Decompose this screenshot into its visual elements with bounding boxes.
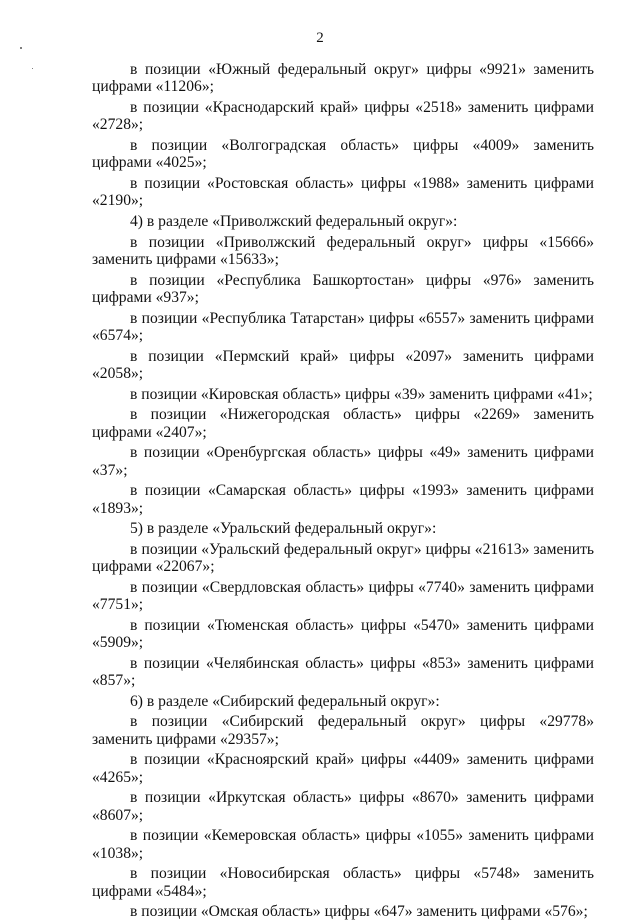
paragraph-kirov: в позиции «Кировская область» цифры «39» заменить цифрами «41»; [130, 385, 593, 403]
scan-speck [20, 47, 22, 49]
section-heading-volga: 4) в разделе «Приволжский федеральный округ»: [130, 213, 458, 230]
paragraph-samara: в позиции «Самарская область» цифры «1993» заменить цифрами «1893»; [92, 482, 594, 517]
paragraph-irkutsk: в позиции «Иркутская область» цифры «8670» заменить цифрами «8607»; [92, 789, 594, 824]
page-number: 2 [316, 30, 324, 46]
paragraph-rostov: в позиции «Ростовская область» цифры «1988» заменить цифрами «2190»; [92, 175, 594, 210]
paragraph-ural-district: в позиции «Уральский федеральный округ» цифры «21613» заменить цифрами «22067»; [92, 540, 594, 576]
paragraph-tatarstan: в позиции «Республика Татарстан» цифры «6557» заменить цифрами «6574»; [92, 309, 594, 344]
paragraph-tyumen: в позиции «Тюменская область» цифры «5470» заменить цифрами «5909»; [92, 616, 594, 652]
scan-speck [32, 68, 33, 69]
paragraph-chelyabinsk: в позиции «Челябинская область» цифры «853» заменить цифрами «857»; [92, 654, 594, 690]
paragraph-krasnodar: в позиции «Краснодарский край» цифры «2518» заменить цифрами «2728»; [92, 99, 594, 134]
paragraph-bashkortostan: в позиции «Республика Башкортостан» цифры «976» заменить цифрами «937»; [92, 271, 594, 306]
section-heading-ural: 5) в разделе «Уральский федеральный округ»: [130, 520, 437, 538]
paragraph-volgograd: в позиции «Волгоградская область» цифры «4009» заменить цифрами «4025»; [92, 137, 594, 172]
paragraph-perm: в позиции «Пермский край» цифры «2097» заменить цифрами «2058»; [92, 347, 594, 382]
document-body [92, 61, 594, 921]
paragraph-volga-district: в позиции «Приволжский федеральный округ» цифры «15666» заменить цифрами «15633»; [92, 233, 594, 268]
section-heading-siberia: 6) в разделе «Сибирский федеральный округ»: [130, 692, 440, 710]
paragraph-nizhny-novgorod: в позиции «Нижегородская область» цифры «2269» заменить цифрами «2407»; [92, 406, 594, 441]
paragraph-krasnoyarsk: в позиции «Красноярский край» цифры «4409» заменить цифрами «4265»; [92, 751, 594, 786]
paragraph-sverdlovsk: в позиции «Свердловская область» цифры «7740» заменить цифрами «7751»; [92, 578, 594, 614]
paragraph-novosibirsk: в позиции «Новосибирская область» цифры «5748» заменить цифрами «5484»; [92, 865, 594, 900]
paragraph-kemerovo: в позиции «Кемеровская область» цифры «1055» заменить цифрами «1038»; [92, 827, 594, 862]
paragraph-south-district: в позиции «Южный федеральный округ» цифры «9921» заменить цифрами «11206»; [92, 61, 594, 96]
paragraph-orenburg: в позиции «Оренбургская область» цифры «49» заменить цифрами «37»; [92, 444, 594, 479]
paragraph-siberian-district: в позиции «Сибирский федеральный округ» цифры «29778» заменить цифрами «29357»; [92, 713, 594, 748]
paragraph-omsk: в позиции «Омская область» цифры «647» заменить цифрами «576»; [130, 903, 588, 921]
